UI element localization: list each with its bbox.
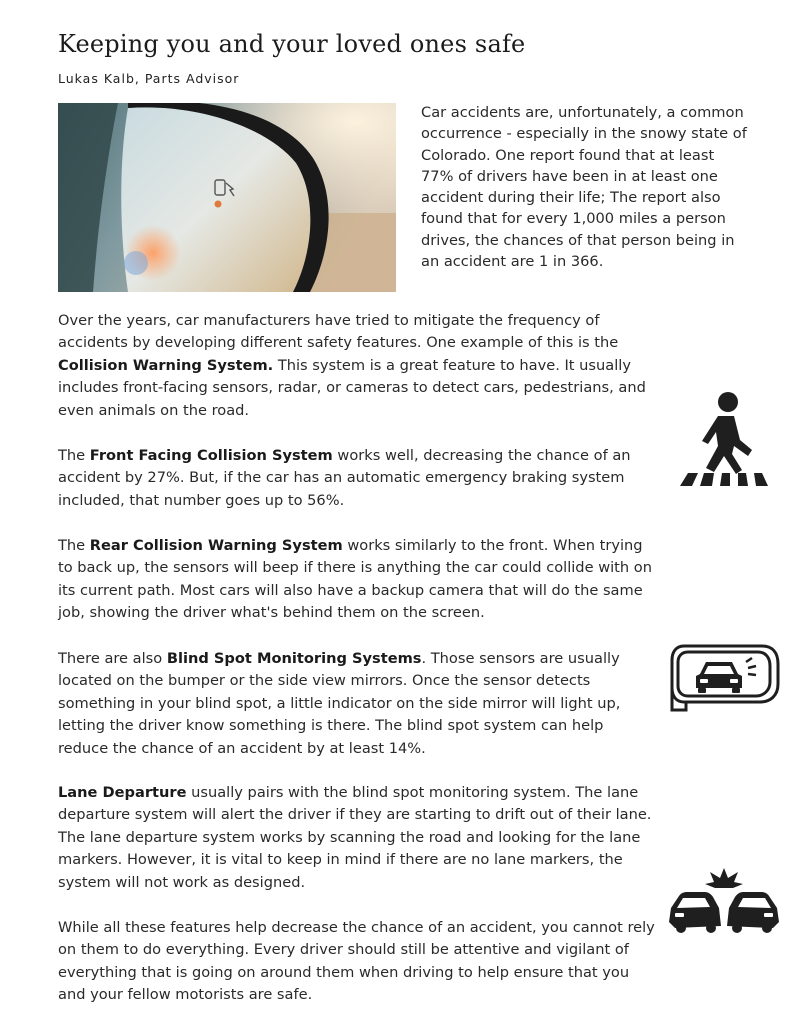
blind-spot-paragraph <box>58 648 658 760</box>
paragraph-text: This system is a great feature to have. It usually includes front-facing sensors, radar, or cameras to detect cars, pedestrians, and even animals on the road. <box>58 356 646 419</box>
paragraph-text: The <box>58 447 90 464</box>
bold-term: Blind Spot Monitoring Systems <box>166 650 422 667</box>
paragraph-text: works well, decreasing the chance of an accident by 27%. But, if the car has an automatic emergency braking system included, that number goes up to 56%. <box>58 447 631 509</box>
car-collision-icon <box>667 866 781 938</box>
article-author: Lukas Kalb, Parts Advisor <box>58 71 240 86</box>
bold-term: Rear Collision Warning System <box>89 537 343 554</box>
paragraph-text: Over the years, car manufacturers have tried to mitigate the frequency of accidents by developing different safety features. One example of this is the <box>58 312 619 352</box>
paragraph-text: . Those sensors are usually located on the bumper or the side view mirrors. Once the sensor detects something in your blind spot, a little indicator on the side mirror will light up, letting the driver know something is there. The blind spot system can help reduce the chance of an accident by at least 14%. <box>58 650 621 757</box>
closing-paragraph <box>58 917 658 1007</box>
front-collision-paragraph <box>58 445 658 512</box>
paragraph-text: While all these features help decrease the chance of an accident, you cannot rely on them to do everything. Every driver should still be attentive and vigilant of everything that is going on around them when driving to help ensure that you and your fellow motorists are safe. <box>58 919 655 1004</box>
lane-departure-paragraph <box>58 782 658 894</box>
paragraph-text: The <box>58 537 90 554</box>
article-title: Keeping you and your loved ones safe <box>58 30 526 58</box>
rear-collision-paragraph <box>58 535 658 625</box>
bold-term: Front Facing Collision System <box>89 447 333 464</box>
bold-term: Lane Departure <box>58 784 187 801</box>
pedestrian-crosswalk-icon <box>672 388 776 492</box>
car-side-mirror-photo <box>58 103 396 292</box>
paragraph-text: Car accidents are, unfortunately, a common occurrence - especially in the snowy state of Colorado. One report found that at least 77% of drivers have been in at least one accident during their life; The report also found that for every 1,000 miles a person drives, the chances of that person being in an accident are 1 in 366. <box>421 104 747 271</box>
paragraph-text: works similarly to the front. When trying to back up, the sensors will beep if there is anything the car could collide with on its current path. Most cars will also have a backup camera that will do the same job, showing the driver what's behind them on the screen. <box>58 537 652 622</box>
paragraph-text: There are also <box>58 650 167 667</box>
blind-spot-mirror-icon <box>666 640 782 718</box>
collision-warning-paragraph <box>58 310 658 422</box>
bold-term: Collision Warning System. <box>58 356 274 374</box>
intro-paragraph <box>421 102 751 272</box>
paragraph-text: usually pairs with the blind spot monitoring system. The lane departure system will alert the driver if they are starting to drift out of their lane. The lane departure system works by scanning the road and looking for the lane markers. However, it is vital to keep in mind if there are no lane markers, the system will not work as designed. <box>58 784 652 891</box>
